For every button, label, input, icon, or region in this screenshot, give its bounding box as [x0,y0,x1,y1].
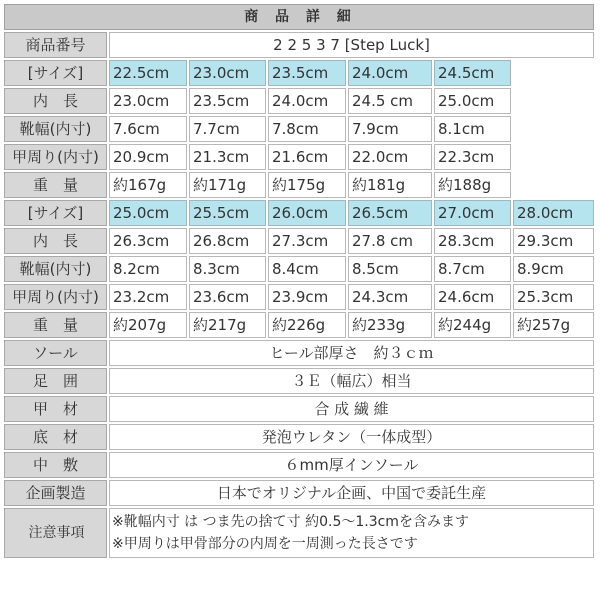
t2-shoe-width-cell: 8.9cm [513,256,594,282]
page-title: 商 品 詳 細 [4,4,594,30]
t2-size-label: [サイズ] [4,200,107,226]
upper-material-row [4,396,594,422]
t2-instep-cell: 24.3cm [348,284,432,310]
t1-inner-length-label: 内 長 [4,88,107,114]
product-spec-table [2,2,596,560]
t1-inner-length-cell: 24.5 cm [348,88,432,114]
sole-value: ヒール部厚さ 約３ｃｍ [109,340,594,366]
product-number-value: 2 2 5 3 7 [Step Luck] [109,32,594,58]
t1-shoe-width-row [4,116,594,142]
t1-weight-cell: 約175g [268,172,346,198]
insole-label: 中 敷 [4,452,107,478]
t2-size-cell: 27.0cm [434,200,511,226]
notes-row [4,508,594,558]
t2-shoe-width-cell: 8.4cm [268,256,346,282]
t2-inner-length-cell: 28.3cm [434,228,511,254]
t2-size-row [4,200,594,226]
t2-shoe-width-cell: 8.3cm [189,256,266,282]
t2-instep-cell: 23.9cm [268,284,346,310]
t2-size-cell: 28.0cm [513,200,594,226]
t1-instep-cell: 22.0cm [348,144,432,170]
t2-weight-cell: 約244g [434,312,511,338]
t2-instep-cell: 23.6cm [189,284,266,310]
t2-size-cell: 26.0cm [268,200,346,226]
t1-size-cell: 23.0cm [189,60,266,86]
notes-value [109,508,594,558]
t2-instep-row [4,284,594,310]
t2-inner-length-row [4,228,594,254]
t1-size-row [4,60,594,86]
t1-weight-cell: 約171g [189,172,266,198]
t2-inner-length-cell: 26.3cm [109,228,187,254]
t1-weight-cell: 約167g [109,172,187,198]
note-line-instep: ※甲周りは甲骨部分の内周を一周測った長さです [112,536,418,552]
t1-size-label: [サイズ] [4,60,107,86]
t2-weight-cell: 約226g [268,312,346,338]
t2-size-cell: 25.0cm [109,200,187,226]
t1-inner-length-cell: 24.0cm [268,88,346,114]
manufacturing-label: 企画製造 [4,480,107,506]
foot-girth-value: ３Ｅ（幅広）相当 [109,368,594,394]
manufacturing-value: 日本でオリジナル企画、中国で委託生産 [109,480,594,506]
t2-size-cell: 26.5cm [348,200,432,226]
t2-inner-length-cell: 29.3cm [513,228,594,254]
t2-inner-length-cell: 27.3cm [268,228,346,254]
t1-shoe-width-cell: 7.7cm [189,116,266,142]
note-line-shoe-width: ※靴幅内寸 は つま先の捨て寸 約0.5～1.3cmを含みます [112,514,469,530]
t1-inner-length-cell: 23.5cm [189,88,266,114]
t2-shoe-width-label: 靴幅(内寸) [4,256,107,282]
t2-shoe-width-cell: 8.7cm [434,256,511,282]
t2-instep-cell: 24.6cm [434,284,511,310]
t2-inner-length-cell: 27.8 cm [348,228,432,254]
t1-instep-cell: 22.3cm [434,144,511,170]
t2-weight-cell: 約257g [513,312,594,338]
t2-inner-length-label: 内 長 [4,228,107,254]
t2-instep-cell: 23.2cm [109,284,187,310]
t1-shoe-width-label: 靴幅(内寸) [4,116,107,142]
t2-instep-cell: 25.3cm [513,284,594,310]
sole-material-row [4,424,594,450]
empty-cell [513,88,594,114]
foot-girth-label: 足 囲 [4,368,107,394]
t1-shoe-width-cell: 8.1cm [434,116,511,142]
product-number-row [4,32,594,58]
t2-inner-length-cell: 26.8cm [189,228,266,254]
t1-instep-cell: 20.9cm [109,144,187,170]
t2-shoe-width-cell: 8.2cm [109,256,187,282]
t1-weight-cell: 約181g [348,172,432,198]
t1-instep-cell: 21.6cm [268,144,346,170]
insole-row [4,452,594,478]
empty-cell [513,144,594,170]
sole-material-label: 底 材 [4,424,107,450]
t2-weight-cell: 約207g [109,312,187,338]
manufacturing-row [4,480,594,506]
t1-inner-length-cell: 23.0cm [109,88,187,114]
t2-size-cell: 25.5cm [189,200,266,226]
sole-material-value: 発泡ウレタン（一体成型） [109,424,594,450]
t2-weight-row [4,312,594,338]
t2-weight-cell: 約233g [348,312,432,338]
t2-shoe-width-cell: 8.5cm [348,256,432,282]
insole-value: ６mm厚インソール [109,452,594,478]
t1-shoe-width-cell: 7.9cm [348,116,432,142]
empty-cell [513,116,594,142]
upper-material-value: 合 成 繊 維 [109,396,594,422]
notes-label: 注意事項 [4,508,107,558]
product-number-label: 商品番号 [4,32,107,58]
t2-weight-cell: 約217g [189,312,266,338]
t2-shoe-width-row [4,256,594,282]
t1-inner-length-row [4,88,594,114]
t1-size-cell: 24.5cm [434,60,511,86]
t2-instep-label: 甲周り(内寸) [4,284,107,310]
foot-girth-row [4,368,594,394]
t1-size-cell: 22.5cm [109,60,187,86]
empty-cell [513,172,594,198]
empty-cell [513,60,594,86]
upper-material-label: 甲 材 [4,396,107,422]
title-row [4,4,594,30]
t1-instep-row [4,144,594,170]
t1-instep-label: 甲周り(内寸) [4,144,107,170]
t1-inner-length-cell: 25.0cm [434,88,511,114]
t1-shoe-width-cell: 7.6cm [109,116,187,142]
t1-weight-row [4,172,594,198]
t1-instep-cell: 21.3cm [189,144,266,170]
t2-weight-label: 重 量 [4,312,107,338]
t1-weight-label: 重 量 [4,172,107,198]
sole-row [4,340,594,366]
sole-label: ソール [4,340,107,366]
t1-shoe-width-cell: 7.8cm [268,116,346,142]
t1-size-cell: 23.5cm [268,60,346,86]
t1-size-cell: 24.0cm [348,60,432,86]
t1-weight-cell: 約188g [434,172,511,198]
